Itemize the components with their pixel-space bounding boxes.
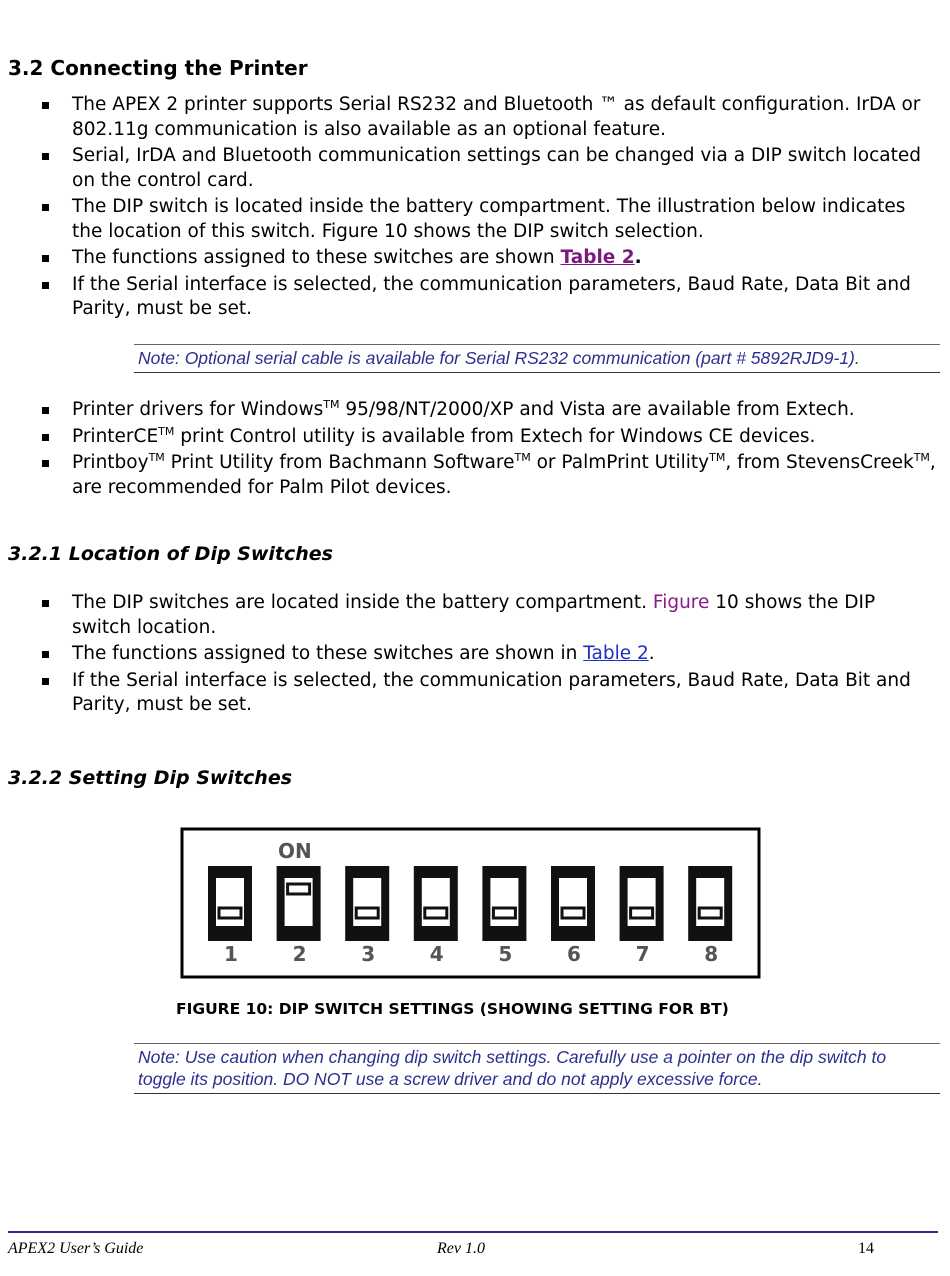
list-item [0, 642, 940, 667]
bullet-text-end: . [648, 643, 655, 664]
list-item [0, 273, 940, 322]
list-item [0, 93, 940, 142]
bullet-text: 95/98/NT/2000/XP and Vista are available from Extech. [339, 399, 855, 420]
switch-toggle[interactable] [356, 908, 378, 918]
switch-toggle[interactable] [425, 908, 447, 918]
figure-caption: FIGURE 10: DIP SWITCH SETTINGS (SHOWING SETTING FOR BT) [176, 1000, 729, 1018]
bullet-square-icon [42, 204, 49, 211]
on-label: ON [278, 839, 312, 863]
trademark-mark: TM [148, 451, 165, 464]
switch-number: 6 [567, 942, 581, 966]
trademark-mark: TM [158, 424, 175, 438]
bullet-text: If the Serial interface is selected, the communication parameters, Baud Rate, Data Bit and Parity, must be set. [72, 669, 911, 715]
bullet-text: The DIP switches are located inside the battery compartment. [72, 592, 653, 613]
footer-rule [8, 1231, 938, 1233]
dip-switch-figure [180, 826, 764, 982]
bullet-square-icon [42, 407, 49, 414]
switch-toggle[interactable] [699, 908, 721, 918]
switch-toggle[interactable] [219, 908, 241, 918]
bullet-text: 10 shows the DIP switch location. [72, 592, 876, 638]
bullet-list-connecting [0, 93, 940, 324]
list-item [0, 195, 940, 244]
switch-number: 2 [292, 942, 307, 966]
bullet-text: , are recommended for Palm Pilot devices. [72, 452, 936, 498]
figure-reference: Figure [652, 592, 710, 613]
note-caution: Note: Use caution when changing dip switch settings. Carefully use a pointer on the dip switch to toggle its position. DO NOT use a screw driver and do not apply excessive force. [134, 1043, 940, 1094]
list-item [0, 591, 940, 640]
list-item [0, 144, 940, 193]
bullet-square-icon [42, 102, 49, 109]
subsection-heading-setting: 3.2.2 Setting Dip Switches [8, 767, 293, 789]
bullet-square-icon [42, 678, 49, 685]
bullet-text: PrinterCE [72, 425, 159, 447]
bullet-list-drivers [0, 398, 940, 502]
bullet-text: print Control utility is available from Extech for Windows CE devices. [174, 425, 816, 447]
note-serial-cable: Note: Optional serial cable is available for Serial RS232 communication (part # 5892RJD9-1). [134, 344, 940, 373]
bullet-text: Serial, IrDA and Bluetooth communication settings can be changed via a DIP switch located on the control card. [72, 145, 921, 191]
bullet-text: Print Utility from Bachmann Software [164, 452, 515, 473]
bullet-square-icon [42, 153, 49, 160]
bullet-text: , from StevensCreek [725, 452, 914, 473]
subsection-heading-location: 3.2.1 Location of Dip Switches [8, 543, 333, 565]
bullet-text: Printboy [72, 452, 149, 473]
switch-number: 7 [635, 942, 650, 966]
bullet-text: The functions assigned to these switches are shown [72, 247, 561, 268]
switch-number: 4 [429, 942, 444, 966]
table-2-link[interactable]: Table 2 [560, 247, 635, 268]
list-item [0, 246, 940, 271]
switch-number: 8 [704, 942, 719, 966]
list-item [0, 669, 940, 718]
bullet-text: The functions assigned to these switches are shown in [72, 643, 584, 664]
list-item [0, 451, 940, 500]
bullet-list-location [0, 591, 940, 720]
bullet-text: The DIP switch is located inside the battery compartment. The illustration below indicates the location of this switch. Figure 10 shows the DIP switch selection. [72, 196, 906, 242]
page-number: 14 [858, 1240, 874, 1257]
switch-toggle[interactable] [288, 884, 310, 894]
switch-toggle[interactable] [493, 908, 515, 918]
bullet-text: or PalmPrint Utility [530, 452, 710, 473]
bullet-text: The APEX 2 printer supports Serial RS232 and Bluetooth ™ as default configuration. IrDA or 802.11g communication is also available as an optional feature. [72, 94, 921, 140]
switch-number: 3 [361, 942, 376, 966]
figure-border [182, 829, 759, 977]
switch-number: 1 [224, 942, 238, 966]
bullet-square-icon [42, 460, 49, 467]
section-heading: 3.2 Connecting the Printer [8, 56, 308, 80]
switch-toggle[interactable] [631, 908, 653, 918]
bullet-square-icon [42, 282, 49, 289]
switch-toggle[interactable] [562, 908, 584, 918]
trademark-mark: TM [709, 451, 726, 464]
trademark-mark: TM [323, 398, 340, 411]
table-2-link[interactable]: Table 2 [583, 643, 649, 664]
bullet-square-icon [42, 434, 49, 441]
list-item [0, 398, 940, 423]
list-item [0, 425, 940, 450]
bullet-text-end: . [634, 247, 642, 268]
footer-revision: Rev 1.0 [437, 1240, 485, 1257]
switch-number: 5 [498, 942, 513, 966]
bullet-text: Printer drivers for Windows [72, 399, 324, 420]
bullet-square-icon [42, 255, 49, 262]
bullet-text: If the Serial interface is selected, the communication parameters, Baud Rate, Data Bit and Parity, must be set. [72, 273, 911, 319]
bullet-square-icon [42, 600, 49, 607]
footer-title: APEX2 User’s Guide [8, 1240, 144, 1257]
bullet-square-icon [42, 651, 49, 658]
trademark-mark: TM [913, 451, 930, 464]
trademark-mark: TM [514, 451, 531, 464]
